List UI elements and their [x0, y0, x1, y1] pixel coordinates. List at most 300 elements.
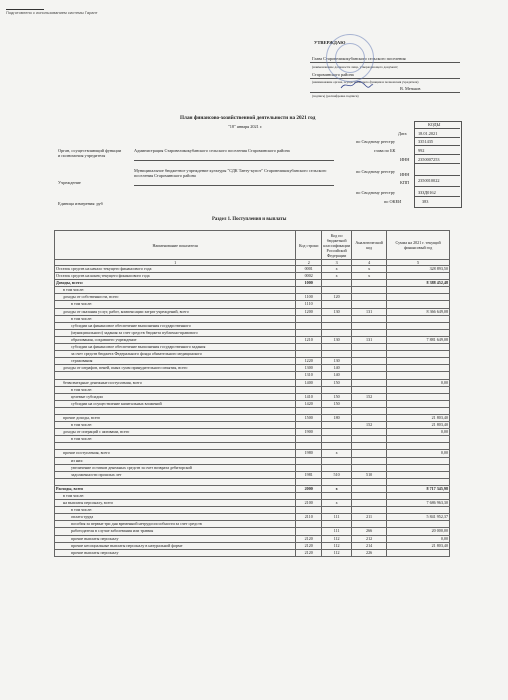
row-name: в том числе: [55, 436, 296, 443]
row-code: 1981 [296, 471, 322, 478]
table-row [55, 464, 450, 471]
table-row [55, 315, 450, 322]
table-header-row [55, 231, 450, 260]
row-name [55, 478, 296, 485]
row-bk-code [322, 443, 352, 450]
row-bk-code [322, 301, 352, 308]
row-bk-code [322, 315, 352, 322]
row-name: Остаток средств на начало текущего финансового года [55, 266, 296, 273]
column-number: 2 [296, 260, 322, 266]
row-code [296, 478, 322, 485]
table-row [55, 535, 450, 542]
row-sum [387, 443, 450, 450]
row-name: в том числе: [55, 301, 296, 308]
row-analytic-code [352, 464, 387, 471]
row-name: Остаток средств на конец текущего финансового года [55, 273, 296, 280]
row-name: в том числе: [55, 287, 296, 294]
table-row [55, 393, 450, 400]
column-number: 4 [352, 260, 387, 266]
code-label-date: Дата [398, 131, 407, 136]
table-row [55, 344, 450, 351]
row-code [296, 443, 322, 450]
row-name: оплата труда [55, 514, 296, 521]
code-label-inn1: ИНН [400, 157, 410, 162]
row-analytic-code: 131 [352, 336, 387, 343]
row-bk-code: 130 [322, 308, 352, 315]
row-code: 1200 [296, 308, 322, 315]
approval-sign-caption: (подпись) (расшифровка подписи) [312, 94, 359, 98]
row-code [296, 422, 322, 429]
row-name: в том числе: [55, 422, 296, 429]
row-sum: 8 717 345,98 [387, 485, 450, 492]
row-sum [387, 400, 450, 407]
table-row [55, 549, 450, 556]
codes-rule [414, 128, 460, 129]
row-bk-code [322, 507, 352, 514]
row-code [296, 322, 322, 329]
row-name: прочие несоциальные выплаты персоналу в натуральной форме [55, 542, 296, 549]
row-bk-code [322, 280, 352, 287]
row-code [296, 493, 322, 500]
row-code [296, 528, 322, 535]
code-value-registry: 3351435 [418, 139, 434, 144]
row-analytic-code: x [352, 266, 387, 273]
row-sum [387, 507, 450, 514]
row-code: 1300 [296, 365, 322, 372]
code-label-glava: глава по БК [374, 148, 396, 153]
code-label-registry3: по Сводному реестру [356, 190, 396, 195]
row-bk-code: 180 [322, 414, 352, 421]
row-name: прочие выплаты персоналу [55, 535, 296, 542]
table-row [55, 287, 450, 294]
row-code [296, 464, 322, 471]
table-row [55, 379, 450, 386]
approval-rule3 [310, 92, 460, 93]
row-bk-code: 112 [322, 549, 352, 556]
column-number: 1 [55, 260, 296, 266]
row-analytic-code: 226 [352, 549, 387, 556]
row-name: субсидии на финансовое обеспечение выполнения государственного задания [55, 344, 296, 351]
row-name: доходы от операций с активами, всего [55, 429, 296, 436]
code-value-glava: 992 [418, 148, 425, 153]
row-bk-code [322, 493, 352, 500]
row-code: 1410 [296, 393, 322, 400]
row-code [296, 287, 322, 294]
row-analytic-code [352, 450, 387, 457]
row-analytic-code: 152 [352, 393, 387, 400]
approval-line2: (наименование должности лица, утверждающего документ; [312, 65, 399, 69]
table-row [55, 514, 450, 521]
table-row [55, 450, 450, 457]
row-code [296, 507, 322, 514]
signature-icon [340, 80, 374, 90]
code-value-registry3: ЗЗЗД0162 [418, 190, 436, 195]
table-row [55, 266, 450, 273]
row-code [296, 329, 322, 336]
table-row [55, 329, 450, 336]
row-bk-code: x [322, 450, 352, 457]
code-label-inn2: ИНН [400, 172, 410, 177]
approval-title: УТВЕРЖДАЮ [314, 40, 346, 45]
row-analytic-code: 131 [352, 308, 387, 315]
row-sum [387, 393, 450, 400]
row-name: Доходы, всего: [55, 280, 296, 287]
row-code: 1900 [296, 429, 322, 436]
row-bk-code [322, 351, 352, 358]
row-bk-code [322, 386, 352, 393]
row-analytic-code [352, 358, 387, 365]
row-name: увеличение остатков денежных средств за счет возврата дебиторской [55, 464, 296, 471]
row-bk-code [322, 407, 352, 414]
row-sum [387, 351, 450, 358]
row-sum [387, 322, 450, 329]
row-name: страхования [55, 358, 296, 365]
row-name: за счет средств бюджета Федерального фонда обязательного медицинского [55, 351, 296, 358]
institution-underline [134, 185, 334, 186]
row-analytic-code [352, 521, 387, 528]
row-bk-code [322, 521, 352, 528]
row-name: прочие поступления, всего [55, 450, 296, 457]
row-code: 2000 [296, 485, 322, 492]
row-analytic-code [352, 280, 387, 287]
row-bk-code [322, 422, 352, 429]
row-name: прочие выплаты персоналу [55, 549, 296, 556]
row-analytic-code [352, 386, 387, 393]
header-cell: Аналитический код [352, 231, 387, 260]
row-name: образования, создавшего учреждение [55, 336, 296, 343]
code-value-okei: 383 [422, 199, 429, 204]
row-analytic-code [352, 436, 387, 443]
row-name: целевые субсидии [55, 393, 296, 400]
row-sum [387, 365, 450, 372]
row-bk-code: x [322, 500, 352, 507]
row-analytic-code [352, 414, 387, 421]
row-sum [387, 301, 450, 308]
codes-rule [414, 163, 460, 164]
codes-rule [414, 145, 460, 146]
code-label-registry2: по Сводному реестру [356, 169, 396, 174]
table-row [55, 372, 450, 379]
row-sum [387, 521, 450, 528]
row-sum [387, 549, 450, 556]
row-analytic-code [352, 407, 387, 414]
row-code [296, 344, 322, 351]
header-cell: Наименование показателя [55, 231, 296, 260]
row-sum [387, 273, 450, 280]
row-name: прочие доходы, всего [55, 414, 296, 421]
row-analytic-code [352, 443, 387, 450]
row-analytic-code [352, 429, 387, 436]
unit-label: Единица измерения: руб [58, 201, 103, 206]
row-bk-code [322, 457, 352, 464]
row-sum: 0,00 [387, 535, 450, 542]
row-bk-code [322, 287, 352, 294]
row-analytic-code [352, 507, 387, 514]
table-row [55, 351, 450, 358]
row-sum [387, 294, 450, 301]
row-name: субсидии на осуществление капитальных вложений [55, 400, 296, 407]
row-bk-code: x [322, 273, 352, 280]
row-analytic-code [352, 379, 387, 386]
row-sum [387, 287, 450, 294]
table-row [55, 493, 450, 500]
row-sum: 0,00 [387, 429, 450, 436]
row-analytic-code [352, 294, 387, 301]
row-code: 1100 [296, 294, 322, 301]
row-analytic-code [352, 301, 387, 308]
row-analytic-code [352, 351, 387, 358]
row-bk-code: 130 [322, 358, 352, 365]
approval-line4: (наименование органа, осуществляющего функции и полномочия учредителя) [312, 80, 419, 84]
row-name: доходы от оказания услуг, работ, компенсации затрат учреждений, всего [55, 308, 296, 315]
row-sum [387, 386, 450, 393]
row-sum: 0,00 [387, 450, 450, 457]
section-title: Раздел 1. Поступления и выплаты [212, 217, 287, 222]
row-bk-code: 150 [322, 393, 352, 400]
row-sum: 328 893,50 [387, 266, 450, 273]
table-row [55, 400, 450, 407]
row-analytic-code [352, 315, 387, 322]
row-bk-code [322, 429, 352, 436]
table-row [55, 273, 450, 280]
row-code: 1980 [296, 450, 322, 457]
header-cell: Код строки [296, 231, 322, 260]
column-number: 5 [387, 260, 450, 266]
table-row [55, 507, 450, 514]
row-name: из них: [55, 457, 296, 464]
row-bk-code [322, 322, 352, 329]
row-sum [387, 493, 450, 500]
row-code: 1210 [296, 336, 322, 343]
page-header-note: Подготовлено с использованием системы Гарант [6, 10, 98, 15]
table-row [55, 336, 450, 343]
row-sum [387, 471, 450, 478]
row-code [296, 315, 322, 322]
row-bk-code: 140 [322, 372, 352, 379]
row-name: на выплаты персоналу, всего [55, 500, 296, 507]
approval-signer: В. Мезьков [400, 86, 421, 91]
row-sum [387, 329, 450, 336]
row-code: 0002 [296, 273, 322, 280]
approval-line3: Староминского района [312, 72, 354, 77]
row-code [296, 407, 322, 414]
row-name [55, 372, 296, 379]
codes-rule [414, 154, 460, 155]
table-row [55, 429, 450, 436]
row-analytic-code: 212 [352, 535, 387, 542]
row-code: 0001 [296, 266, 322, 273]
row-analytic-code: 152 [352, 422, 387, 429]
row-sum [387, 457, 450, 464]
row-code: 1000 [296, 280, 322, 287]
row-sum [387, 478, 450, 485]
row-sum [387, 315, 450, 322]
row-analytic-code: 211 [352, 514, 387, 521]
row-code [296, 457, 322, 464]
code-label-registry: по Сводному реестру [356, 139, 396, 144]
row-name: доходы от собственности, всего [55, 294, 296, 301]
row-sum: 5 841 952,37 [387, 514, 450, 521]
row-analytic-code [352, 287, 387, 294]
row-bk-code: x [322, 485, 352, 492]
row-code [296, 351, 322, 358]
row-code: 1400 [296, 379, 322, 386]
table-row [55, 407, 450, 414]
table-row [55, 322, 450, 329]
row-sum: 21 803,40 [387, 414, 450, 421]
row-name: задолженности прошлых лет [55, 471, 296, 478]
row-sum: 7 686 963,30 [387, 500, 450, 507]
row-name: работодателя в случае заболевания или травмы [55, 528, 296, 535]
row-name: доходы от штрафов, пеней, иных сумм принудительного изъятия, всего [55, 365, 296, 372]
row-sum [387, 464, 450, 471]
row-analytic-code [352, 372, 387, 379]
table-row [55, 521, 450, 528]
header-cell: Код по бюджетной классификации Российской Федерации [323, 232, 351, 258]
row-analytic-code [352, 493, 387, 500]
row-bk-code: 150 [322, 379, 352, 386]
row-name [55, 407, 296, 414]
row-sum: 8 366 649,08 [387, 308, 450, 315]
row-bk-code: 111 [322, 514, 352, 521]
row-analytic-code [352, 485, 387, 492]
row-analytic-code [352, 365, 387, 372]
doc-date: "18" января 2021 г. [228, 124, 263, 129]
row-bk-code [322, 436, 352, 443]
table-row [55, 478, 450, 485]
row-sum [387, 372, 450, 379]
row-sum [387, 436, 450, 443]
row-analytic-code [352, 400, 387, 407]
row-sum [387, 358, 450, 365]
institution-label: Учреждение [58, 180, 81, 185]
row-name [55, 443, 296, 450]
approval-rule2 [310, 78, 460, 79]
row-bk-code: 111 [322, 528, 352, 535]
row-analytic-code [352, 329, 387, 336]
column-number: 3 [322, 260, 352, 266]
row-code: 2120 [296, 535, 322, 542]
row-analytic-code [352, 500, 387, 507]
table-row [55, 358, 450, 365]
row-sum: 7 881 649,08 [387, 336, 450, 343]
row-sum: 20 000,00 [387, 528, 450, 535]
row-bk-code: 140 [322, 365, 352, 372]
row-code: 1310 [296, 372, 322, 379]
row-bk-code: x [322, 266, 352, 273]
table-row [55, 386, 450, 393]
row-code [296, 386, 322, 393]
row-analytic-code: 214 [352, 542, 387, 549]
row-sum: 21 803,40 [387, 542, 450, 549]
row-bk-code [322, 478, 352, 485]
founder-value: Администрация Старовеликокубанского сельского поселения Староминского района [134, 148, 290, 153]
row-name: в том числе: [55, 315, 296, 322]
table-row [55, 301, 450, 308]
row-code: 1110 [296, 301, 322, 308]
row-bk-code: 150 [322, 400, 352, 407]
row-name: пособия за первые три дня временной нетрудоспособности за счет средств [55, 521, 296, 528]
table-row [55, 414, 450, 421]
row-analytic-code [352, 344, 387, 351]
header-cell: Сумма на 2021 г. текущий финансовый год [387, 231, 450, 260]
table-row [55, 471, 450, 478]
codes-header: КОДЫ [428, 122, 441, 127]
code-value-inn2: 2350010022 [418, 178, 440, 183]
founder-label: Орган, осуществляющий функции и полномочия учредителя [58, 148, 122, 158]
row-analytic-code: 510 [352, 471, 387, 478]
table-row [55, 365, 450, 372]
row-analytic-code [352, 322, 387, 329]
table-row [55, 485, 450, 492]
row-sum: 0,00 [387, 379, 450, 386]
table-row [55, 436, 450, 443]
row-analytic-code [352, 478, 387, 485]
table-row [55, 542, 450, 549]
codes-rule [414, 175, 460, 176]
founder-underline [134, 160, 334, 161]
table-row [55, 294, 450, 301]
row-sum [387, 344, 450, 351]
table-row [55, 457, 450, 464]
row-analytic-code [352, 457, 387, 464]
row-name: (муниципального) задания за счет средств бюджета публично-правового [55, 329, 296, 336]
approval-line1: Глава Старовеликокубанского сельского поселения [312, 56, 406, 61]
row-bk-code: 112 [322, 542, 352, 549]
row-code: 2120 [296, 542, 322, 549]
table-row [55, 443, 450, 450]
row-bk-code: 120 [322, 294, 352, 301]
institution-value: Муниципальное бюджетное учреждение культуры "СДК Танту-купот" Старовеликокубанского сельского поселения Староминского района [134, 168, 327, 178]
row-code: 1500 [296, 414, 322, 421]
row-bk-code: 510 [322, 471, 352, 478]
table-row [55, 422, 450, 429]
code-label-kpp: КПП [400, 180, 410, 185]
doc-title: План финансово-хозяйственной деятельности на 2021 год [180, 115, 316, 121]
row-analytic-code: 266 [352, 528, 387, 535]
code-label-okei: по ОКЕИ [384, 199, 402, 204]
codes-rule [414, 186, 460, 187]
code-value-inn1: 2350007253 [418, 157, 440, 162]
table-row [55, 280, 450, 287]
row-code: 2110 [296, 514, 322, 521]
row-name: субсидии на финансовое обеспечение выполнения государственного [55, 322, 296, 329]
row-code: 2100 [296, 500, 322, 507]
official-stamp-inner [335, 43, 365, 73]
row-sum: 8 388 452,48 [387, 280, 450, 287]
row-bk-code [322, 329, 352, 336]
row-code: 2120 [296, 549, 322, 556]
table-row [55, 308, 450, 315]
row-bk-code: 130 [322, 336, 352, 343]
codes-rule [414, 137, 460, 138]
row-code: 1420 [296, 400, 322, 407]
row-bk-code [322, 344, 352, 351]
row-name: безвозмездные денежные поступления, всего [55, 379, 296, 386]
row-analytic-code: x [352, 273, 387, 280]
row-bk-code [322, 464, 352, 471]
row-bk-code: 112 [322, 535, 352, 542]
table-row [55, 500, 450, 507]
row-name: в том числе: [55, 507, 296, 514]
row-sum [387, 407, 450, 414]
row-code: 1220 [296, 358, 322, 365]
finance-table [54, 230, 450, 557]
row-sum: 21 803,40 [387, 422, 450, 429]
row-name: в том числе: [55, 386, 296, 393]
table-row [55, 528, 450, 535]
row-name: в том числе: [55, 493, 296, 500]
